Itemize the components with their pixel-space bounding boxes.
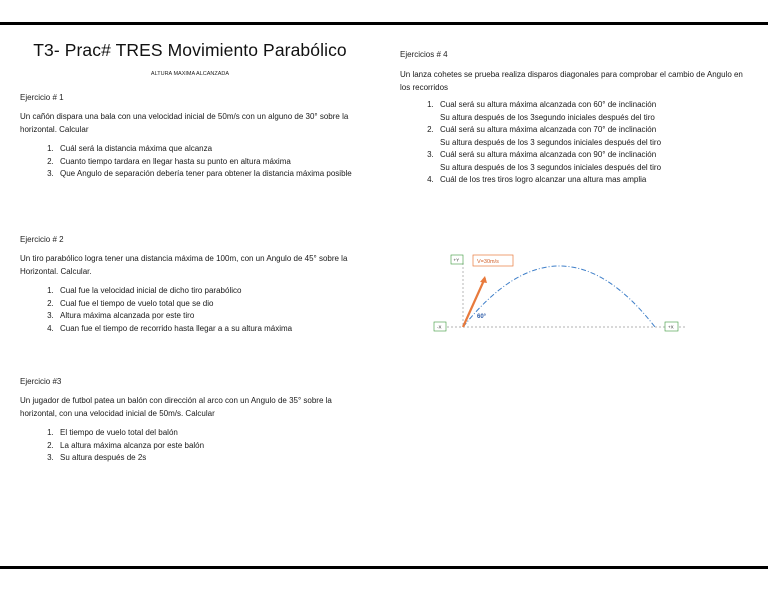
page-subtitle: ALTURA MAXIMA ALCANZADA	[150, 71, 230, 77]
list-item: 2. Cual fue el tiempo de vuelo total que se dio	[56, 298, 370, 311]
exercise-statement: Un jugador de futbol patea un balón con dirección al arco con un Angulo de 35° sobre la horizontal, con una velocidad inicial de 50m/s. Calcular	[20, 396, 332, 418]
exercise-heading: Ejercicio # 2	[20, 235, 64, 244]
left-column	[20, 40, 370, 462]
exercise-statement: Un tiro parabólico logra tener una distancia máxima de 100m, con un Angulo de 45° sobre la Horizontal. Calcular.	[20, 254, 348, 276]
question-list	[20, 427, 370, 465]
list-item: 2. Cuanto tiempo tardara en llegar hasta su punto en altura máxima	[56, 156, 370, 169]
list-item	[436, 149, 750, 174]
list-item: 2. La altura máxima alcanza por este balón	[56, 440, 370, 453]
list-item-subline: Su altura después de los 3 segundos iniciales después del tiro	[440, 137, 662, 147]
list-item: 3. Altura máxima alcanzada por este tiro	[56, 310, 370, 323]
list-item	[436, 174, 750, 187]
list-item	[436, 99, 750, 124]
list-item: 4. Cuan fue el tiempo de recorrido hasta llegar a a su altura máxima	[56, 323, 370, 336]
exercise-2	[20, 235, 370, 335]
bottom-rule	[0, 566, 768, 569]
list-item: 1. Cuál será la distancia máxima que alcanza	[56, 143, 370, 156]
question-list	[20, 285, 370, 335]
exercise-statement: Un lanza cohetes se prueba realiza disparos diagonales para comprobar el cambio de Angulo en los recorridos	[400, 70, 743, 92]
list-item: 1. Cual fue la velocidad inicial de dicho tiro parabólico	[56, 285, 370, 298]
exercise-1	[20, 93, 370, 181]
list-item-line: 3. Cuál será su altura máxima alcanzada con 90° de inclinación	[440, 150, 657, 159]
parabolic-diagram	[415, 245, 695, 345]
question-list	[400, 99, 750, 187]
exercise-heading: Ejercicio # 1	[20, 93, 64, 102]
velocity-label: V=30m/s	[477, 258, 499, 265]
list-item-line: 2. Cuál será su altura máxima alcanzada con 70° de inclinación	[440, 125, 657, 134]
list-item: 3. Que Angulo de separación debería tener para obtener la distancia máxima posible	[56, 168, 370, 181]
list-item-line: 4. Cuál de los tres tiros logro alcanzar una altura mas amplia	[440, 175, 647, 184]
angle-label: 60°	[477, 314, 487, 320]
velocity-arrowhead	[480, 276, 487, 283]
list-item: 3. Su altura después de 2s	[56, 452, 370, 465]
list-item-subline: Su altura después de los 3 segundos iniciales después del tiro	[440, 162, 662, 172]
exercise-heading: Ejercicios # 4	[400, 50, 448, 59]
page-title: T3- Prac# TRES Movimiento Parabólico	[33, 40, 347, 60]
list-item	[436, 124, 750, 149]
right-column	[400, 50, 750, 187]
top-rule	[0, 22, 768, 25]
list-item: 1. El tiempo de vuelo total del balón	[56, 427, 370, 440]
list-item-line: 1. Cual será su altura máxima alcanzada con 60° de inclinación	[440, 100, 657, 109]
list-item-subline: Su altura después de los 3segundo iniciales después del tiro	[440, 112, 655, 122]
exercise-heading: Ejercicio #3	[20, 377, 62, 386]
exercise-3	[20, 377, 370, 465]
exercise-statement: Un cañón dispara una bala con una velocidad inicial de 50m/s con un alguno de 30° sobre la horizontal. Calcular	[20, 112, 349, 134]
plus-y-label: +Y	[453, 257, 460, 263]
question-list	[20, 143, 370, 181]
plus-x-label: +X	[668, 324, 674, 330]
minus-x-label: -X	[437, 324, 442, 330]
trajectory-arc	[463, 266, 655, 327]
